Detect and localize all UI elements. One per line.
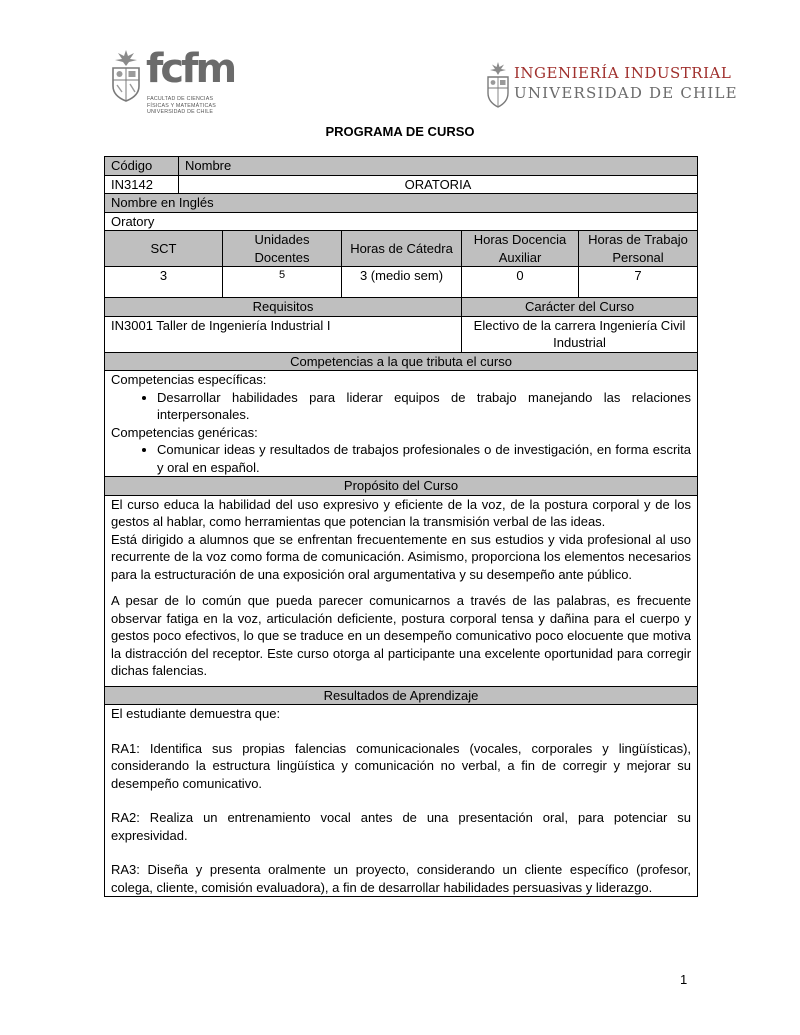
horas-auxiliar-label: Horas Docencia Auxiliar <box>462 231 579 267</box>
requirements-row <box>105 316 698 352</box>
horas-personal-value: 7 <box>579 267 698 298</box>
learning-outcome-ra3: RA3: Diseña y presenta oralmente un proyecto, considerando un cliente específico (profesor, colega, cliente, comisión evaluadora), a fin de desarrollar habilidades persuasivas y liderazgo. <box>111 862 692 895</box>
english-name: Oratory <box>105 212 698 231</box>
resultados-header: Resultados de Aprendizaje <box>105 686 698 705</box>
page-number: 1 <box>680 972 688 987</box>
horas-catedra-value: 3 (medio sem) <box>342 267 462 298</box>
logo-line-1: INGENIERÍA INDUSTRIAL <box>514 64 732 82</box>
requisitos-label: Requisitos <box>105 298 462 317</box>
competencias-genericas-label: Competencias genéricas: <box>111 424 258 440</box>
horas-catedra-label: Horas de Cátedra <box>342 231 462 267</box>
competencias-especificas-label: Competencias específicas: <box>111 372 267 387</box>
university-shield-icon <box>110 50 142 102</box>
competencias-genericas-list <box>111 441 691 476</box>
proposito-content <box>105 495 698 686</box>
unidades-docentes-value: 5 <box>223 267 342 298</box>
ingenieria-industrial-logo <box>486 60 738 110</box>
learning-outcome-ra1: RA1: Identifica sus propias falencias comunicacionales (vocales, corporales y lingüísticas), considerando la estructura lingüística y comunicación no verbal, a fin de corregir y mejorar su desempeño comunicativo. <box>111 740 692 791</box>
fcfm-subtitle: FACULTAD DE CIENCIAS FÍSICAS Y MATEMÁTICAS UNIVERSIDAD DE CHILE <box>147 96 216 115</box>
competencias-header: Competencias a la que tributa el curso <box>105 352 698 371</box>
sct-value: 3 <box>105 267 223 298</box>
university-shield-icon <box>486 62 510 108</box>
logo-line-2: UNIVERSIDAD DE CHILE <box>514 84 738 102</box>
code-name-row <box>105 175 698 194</box>
horas-auxiliar-value: 0 <box>462 267 579 298</box>
course-code: IN3142 <box>105 175 179 194</box>
nombre-label: Nombre <box>179 157 698 176</box>
caracter-value: Electivo de la carrera Ingeniería Civil Industrial <box>462 316 698 352</box>
code-name-header-row <box>105 157 698 176</box>
proposito-paragraph: El curso educa la habilidad del uso expresivo y eficiente de la voz, de la postura corporal y de los gestos al hablar, como herramientas que potencian la transmisión verbal de las ideas. <box>111 496 692 529</box>
horas-personal-label: Horas de Trabajo Personal <box>579 231 698 267</box>
competencias-especificas-list <box>111 389 691 424</box>
hours-values-row <box>105 267 698 298</box>
competencias-content <box>105 371 698 477</box>
codigo-label: Código <box>105 157 179 176</box>
fcfm-brand-text: fcfm <box>146 46 235 92</box>
resultados-content <box>105 705 698 897</box>
list-item: • Desarrollar habilidades para liderar equipos de trabajo manejando las relaciones interpersonales. <box>157 389 691 424</box>
requirements-header-row <box>105 298 698 317</box>
hours-header-row <box>105 231 698 267</box>
proposito-paragraph: A pesar de lo común que pueda parecer comunicarnos a través de las palabras, es frecuente observar fatiga en la voz, articulación deficiente, postura corporal tensa y dañina para el cuerpo y gestos poco efectivos, lo que se traduce en un desempeño comunicativo poco elocuente que motiva la distracción del receptor. Este curso otorga al participante una excelente oportunidad para corregir dichas falencias. <box>111 593 692 678</box>
course-name: ORATORIA <box>179 175 698 194</box>
document-title: PROGRAMA DE CURSO <box>325 124 475 139</box>
english-name-label: Nombre en Inglés <box>105 194 698 213</box>
proposito-paragraph: Está dirigido a alumnos que se enfrentan frecuentemente en sus estudios y vida profesional al uso recurrente de la voz como forma de comunicación. Asimismo, proporciona los elementos necesarios para la estructuración de una exposición oral argumentativa y su desempeño ante público. <box>111 531 692 582</box>
fcfm-logo <box>110 44 235 126</box>
proposito-header: Propósito del Curso <box>105 477 698 496</box>
unidades-docentes-label: Unidades Docentes <box>223 231 342 267</box>
caracter-label: Carácter del Curso <box>462 298 698 317</box>
learning-outcome-ra2: RA2: Realiza un entrenamiento vocal antes de una presentación oral, para potenciar su expresividad. <box>111 810 692 843</box>
list-item: • Comunicar ideas y resultados de trabajos profesionales o de investigación, en forma escrita y oral en español. <box>157 441 691 476</box>
sct-label: SCT <box>105 231 223 267</box>
resultados-intro: El estudiante demuestra que: <box>111 706 281 721</box>
requisitos-value: IN3001 Taller de Ingeniería Industrial I <box>105 316 462 352</box>
course-program-table <box>104 156 698 897</box>
